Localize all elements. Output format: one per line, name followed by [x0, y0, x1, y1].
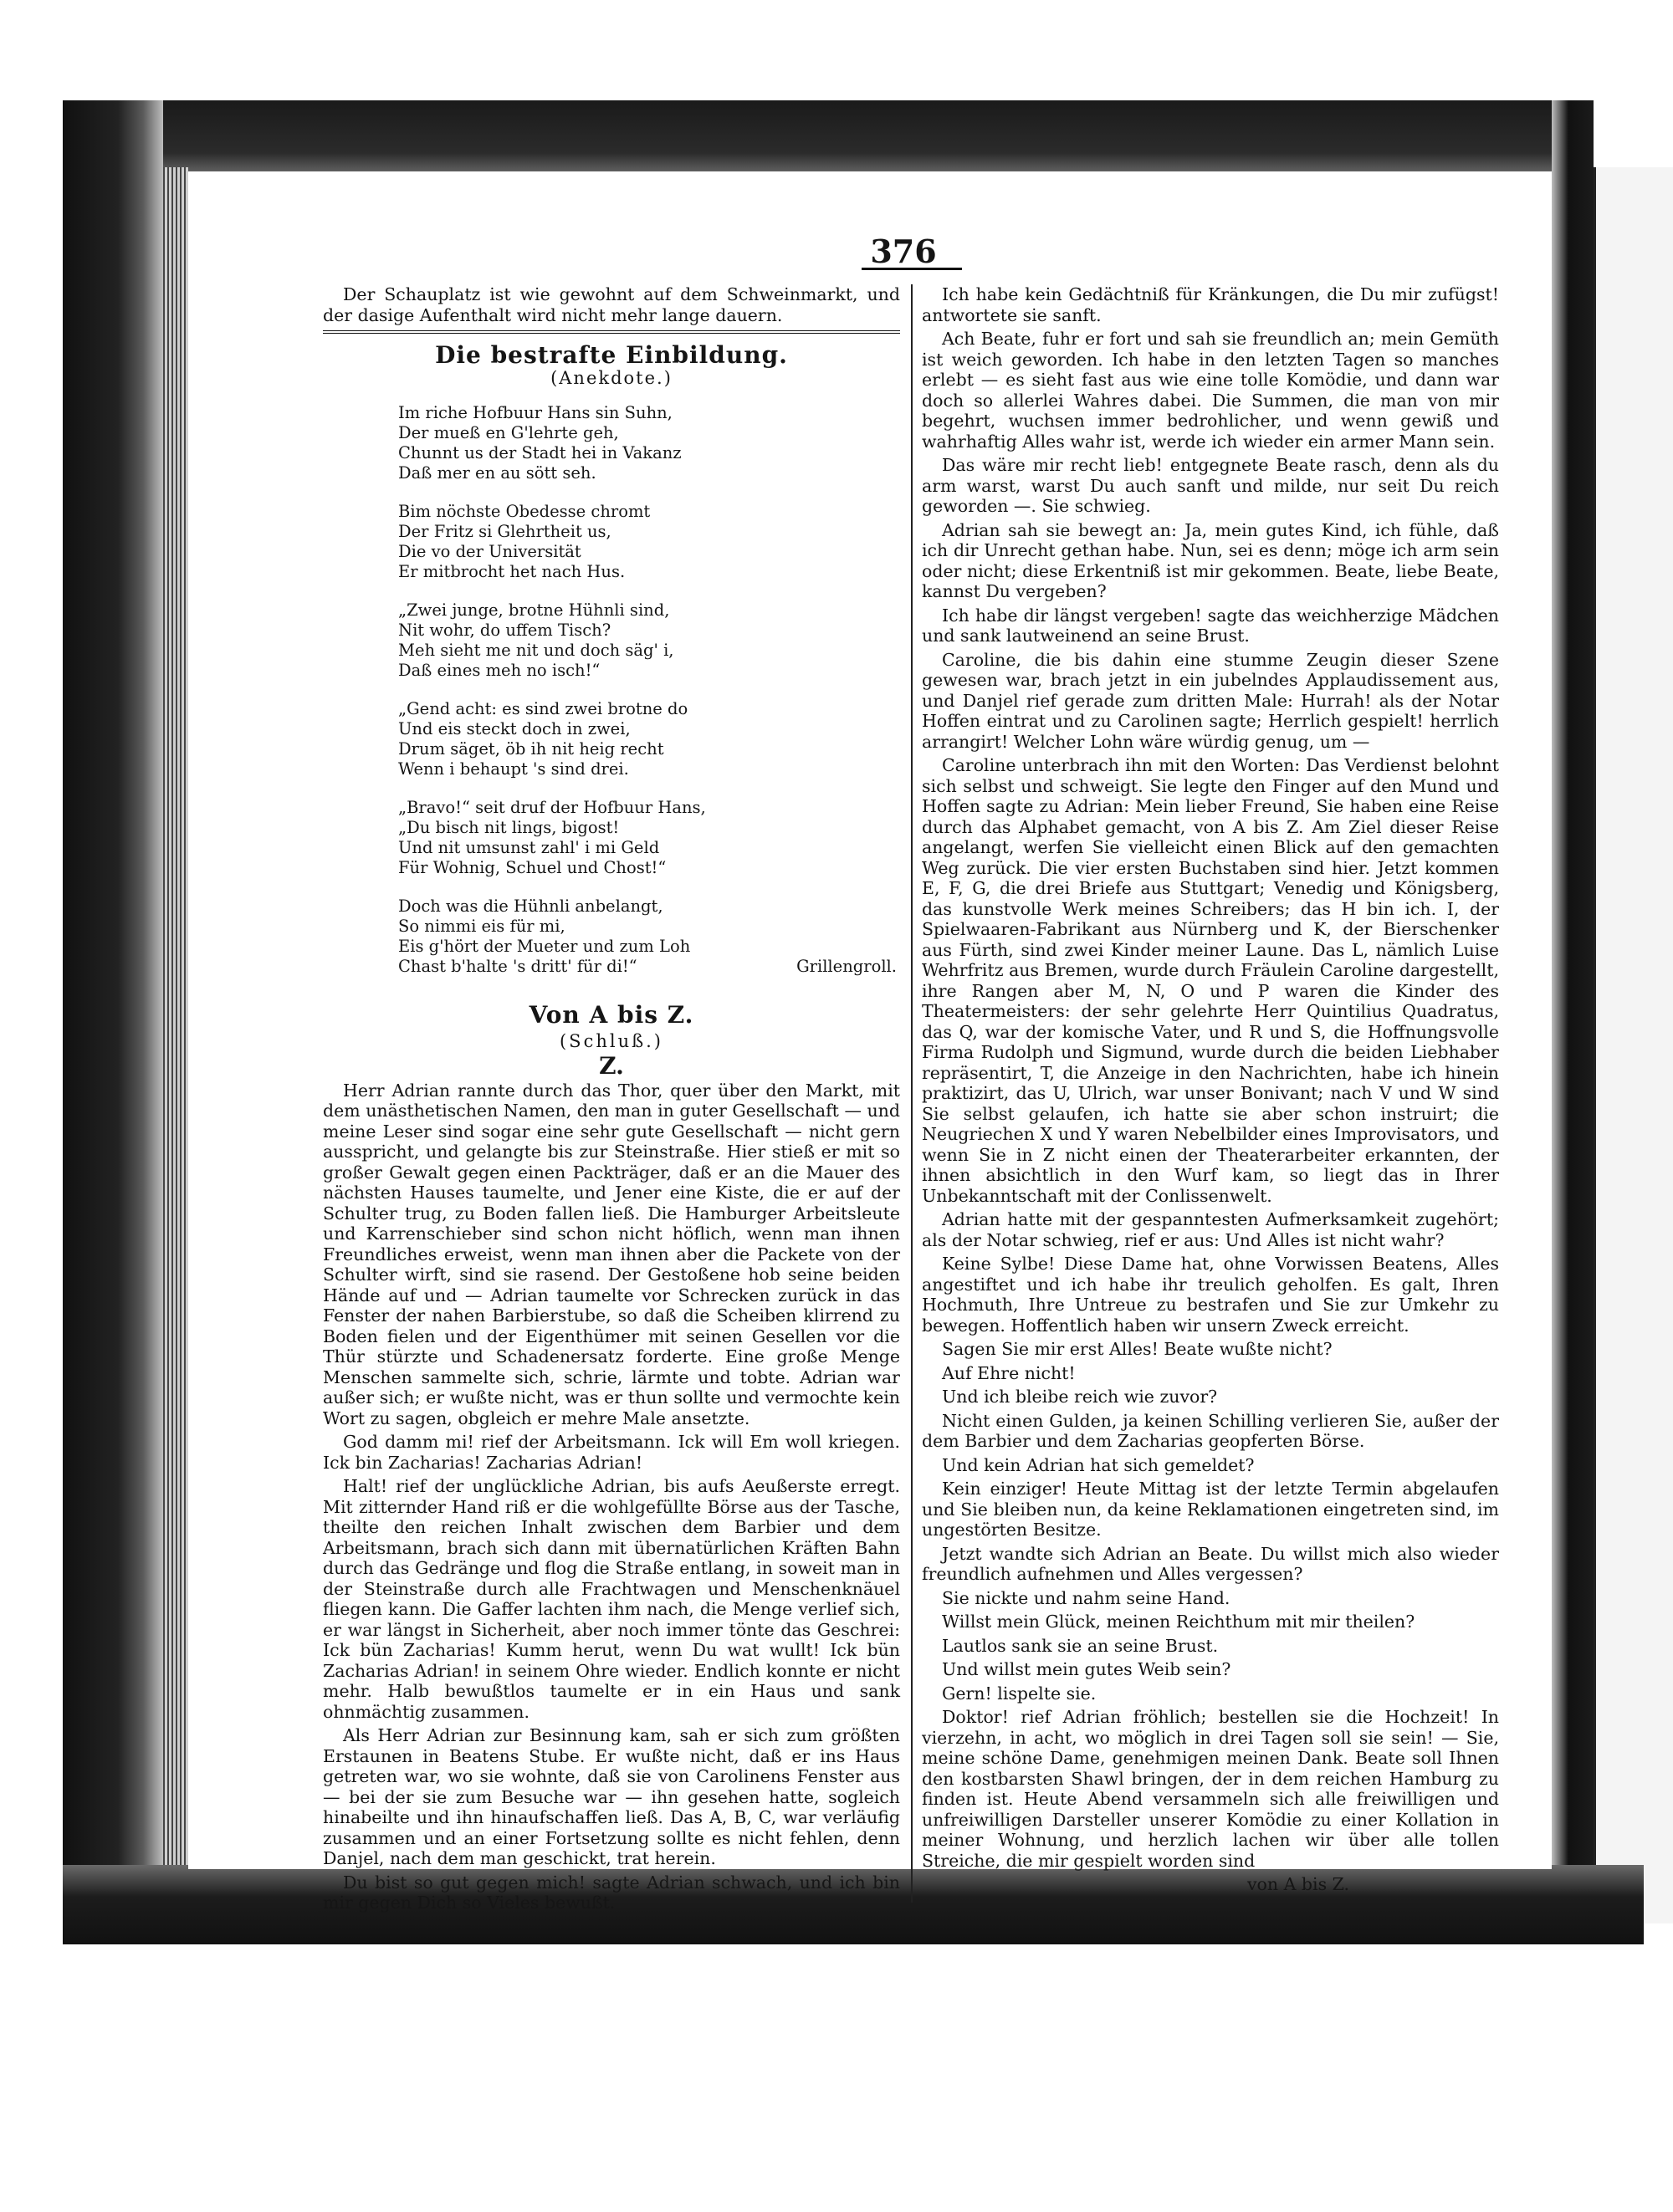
poem-stanza — [398, 897, 900, 977]
story-paragraph: Ich habe dir längst vergeben! sagte das weichherzige Mädchen und sank lautweinend an seine Brust. — [922, 605, 1499, 646]
story-paragraph: Und ich bleibe reich wie zuvor? — [942, 1387, 1218, 1407]
anecdote-subtitle: (Anekdote.) — [550, 367, 673, 388]
poem-line: Chunnt us der Stadt hei in Vakanz — [398, 443, 682, 462]
page-number: 376 — [870, 232, 937, 270]
story-paragraph: Ach Beate, fuhr er fort und sah sie freundlich an; mein Gemüth ist weich geworden. Ich habe in den letzten Tagen so manches erlebt — es sieht fast aus wie eine tolle Komödie, und dann war doch so allerlei Wahres dabei. Die Summen, die man von mir begehrt, wuchsen immer bedrohlicher, und wenn gewiß und wahrhaftig Alles wahr ist, werde ich wieder ein armer Mann sein. — [922, 329, 1499, 452]
poem-line: Daß eines meh no isch!“ — [398, 661, 601, 680]
poem-line: Im riche Hofbuur Hans sin Suhn, — [398, 403, 673, 422]
adjacent-page-strip — [1594, 167, 1673, 1923]
poem-stanza — [398, 403, 900, 483]
story-paragraph: Adrian sah sie bewegt an: Ja, mein gutes Kind, ich fühle, daß ich dir Unrecht gethan habe. Nun, sei es denn; möge ich arm sein oder nicht; diese Erkentniß ist mir gekommen. Beate, liebe Beate, kannst Du vergeben? — [922, 519, 1499, 601]
story-paragraph: Halt! rief der unglückliche Adrian, bis aufs Aeußerste erregt. Mit zitternder Hand riß er die wohlgefüllte Börse aus der Tasche, theilte den reichen Inhalt zwischen dem Barbier und dem Arbeitsmann, brach sich dann mit übernatürlichen Kräften Bahn durch das Gedränge und flog die Straße entlang, in soweit man in der Steinstraße durch alle Frachtwagen und Menschenknäuel fliegen kann. Die Gaffer lachten ihm nach, die Menge verlief sich, er war längst in Sicherheit, aber noch immer tönte das Geschrei: Ick bün Zacharias! Kumm herut, wenn Du wat wullt! Ick bün Zacharias Adrian! in seinem Ohre wieder. Endlich konnte er nicht mehr. Halb bewußtlos taumelte er in ein Haus und sank ohnmächtig zusammen. — [323, 1476, 900, 1722]
anecdote-title: Die bestrafte Einbildung. — [435, 341, 788, 369]
story-paragraph: Willst mein Glück, meinen Reichthum mit mir theilen? — [942, 1612, 1415, 1632]
section-divider — [323, 330, 900, 334]
poem-line: Der mueß en G'lehrte geh, — [398, 423, 619, 442]
scan-right-border — [1552, 100, 1594, 1923]
story-subtitle: (Schluß.) — [559, 1030, 663, 1051]
poem-line: Und nit umsunst zahl' i mi Geld — [398, 838, 660, 857]
poem-line: Und eis steckt doch in zwei, — [398, 719, 631, 738]
poem-line: So nimmi eis für mi, — [398, 917, 565, 936]
story-paragraph: Gern! lispelte sie. — [942, 1683, 1097, 1704]
poem-line: Der Fritz si Glehrtheit us, — [398, 522, 611, 541]
story-paragraph: Caroline unterbrach ihn mit den Worten: Das Verdienst belohnt sich selbst und schweigt. Sie legte den Finger auf den Mund und Hoffen sagte zu Adrian: Mein lieber Freund, Sie haben eine Reise durch das Alphabet gemacht, von A bis Z. Am Ziel dieser Reise angelangt, werfen Sie vielleicht einen Blick auf den gemachten Weg zurück. Die vier ersten Buchstaben sind hier. Jetzt kommen E, F, G, die drei Briefe aus Stuttgart; Venedig und Königsberg, das kunstvolle Werk meines Schreibers; das H bin ich. I, der Spielwaaren-Fabrikant aus Nürnberg und K, der Bierschenker aus Fürth, sind zwei Kinder meiner Laune. Das L, nämlich Luise Wehrfritz aus Bremen, wurde durch Fräulein Caroline dargestellt, ihre Rangen aber M, N, O und P waren die Kinder des Theatermeisters: der sehr gelehrte Herr Quintilius Quadratus, das Q, war der komische Vater, und R und S, die Hoffnungsvolle Firma Rudolph und Sigmund, wurde durch die beiden Liebhaber repräsentirt, T, die Anzeige in den Nachrichten, habe ich hinein praktizirt, das U, Ulrich, war unser Bonivant; nach V und W sind Sie selbst gelaufen, ich hatte sie aber schon instruirt; die Neugriechen X und Y waren Nebelbilder eines Improvisators, und wenn Sie in Z nicht einen der Theaterarbeiter erkannten, der ihnen absichtlich in den Wurf kam, so liegt das in Ihrer Unbekanntschaft mit der Conlissenwelt. — [922, 755, 1499, 1206]
story-paragraph: Das wäre mir recht lieb! entgegnete Beate rasch, denn als du arm warst, warst Du auch sanft und milde, nur seit Du reich geworden —. Sie schwieg. — [922, 455, 1499, 516]
page-number-underline — [862, 268, 962, 270]
poem-line: „Zwei junge, brotne Hühnli sind, — [398, 600, 670, 620]
scan-top-border — [63, 100, 1552, 176]
poem-line: „Gend acht: es sind zwei brotne do — [398, 699, 688, 718]
scan-background — [0, 0, 1673, 99]
author-signature: Grillengroll. — [796, 957, 897, 976]
story-paragraph: Und kein Adrian hat sich gemeldet? — [942, 1454, 1255, 1475]
story-paragraph: Kein einziger! Heute Mittag ist der letzte Termin abgelaufen und Sie bleiben nun, da keine Reklamationen eingetreten sind, im ungestörten Besitze. — [922, 1479, 1499, 1540]
story-paragraph: Adrian hatte mit der gespanntesten Aufmerksamkeit zugehört; als der Notar schwieg, rief er aus: Und Alles ist nicht wahr? — [922, 1209, 1499, 1250]
story-paragraph: Caroline, die bis dahin eine stumme Zeugin dieser Szene gewesen war, brach jetzt in ein jubelndes Applaudissement aus, und Danjel rief gerade zum dritten Male: Hurrah! als der Notar Hoffen eintrat und zu Carolinen sagte; Herrlich gespielt! herrlich arrangirt! Welcher Lohn wäre würdig genug, um — — [922, 649, 1499, 752]
poem-line: Daß mer en au sött seh. — [398, 463, 596, 483]
story-paragraph: Auf Ehre nicht! — [942, 1362, 1076, 1383]
story-title: Von A bis Z. — [529, 1001, 694, 1029]
intro-text: Der Schauplatz ist wie gewohnt auf dem Schweinmarkt, und der dasige Aufenthalt wird nicht mehr lange dauern. — [323, 284, 900, 325]
poem-line: Drum säget, öb ih nit heig recht — [398, 739, 664, 759]
poem-stanza — [398, 699, 900, 779]
poem-line: Eis g'hört der Mueter und zum Loh — [398, 937, 691, 956]
poem-line: Die vo der Universität — [398, 542, 581, 561]
story-paragraph: Lautlos sank sie an seine Brust. — [942, 1635, 1219, 1656]
story-paragraph: God damm mi! rief der Arbeitsmann. Ick will Em woll kriegen. Ick bin Zacharias! Zacharias Adrian! — [323, 1432, 900, 1473]
poem-last-line-row — [398, 957, 900, 977]
right-column — [922, 284, 1499, 1895]
book-page-edges — [163, 167, 188, 1865]
chapter-heading: Z. — [599, 1052, 624, 1080]
poem-stanza — [398, 798, 900, 878]
story-paragraph: Du bist so gut gegen mich! sagte Adrian schwach, und ich bin mir gegen Dich so Vieles bewußt. — [323, 1872, 900, 1913]
poem-line: Doch was die Hühnli anbelangt, — [398, 897, 663, 916]
column-divider — [911, 284, 913, 1903]
story-paragraph: Keine Sylbe! Diese Dame hat, ohne Vorwissen Beatens, Alles angestiftet und ich habe ihr treulich geholfen. Es galt, Ihren Hochmuth, Ihre Untreue zu bestrafen und Sie zur Umkehr zu bewegen. Hoffentlich haben wir unsern Zweck erreicht. — [922, 1254, 1499, 1336]
poem-line: Bim nöchste Obedesse chromt — [398, 502, 651, 521]
poem-stanza — [398, 502, 900, 582]
story-paragraph: Sie nickte und nahm seine Hand. — [942, 1587, 1230, 1608]
poem-stanza — [398, 600, 900, 681]
poem-line: Für Wohnig, Schuel und Chost!“ — [398, 858, 667, 877]
story-paragraph: Ich habe kein Gedächtniß für Kränkungen, die Du mir zufügst! antwortete sie sanft. — [922, 284, 1499, 325]
story-paragraph: Herr Adrian rannte durch das Thor, quer über den Markt, mit dem unästhetischen Namen, den man in guter Gesellschaft — und meine Leser sind sogar eine sehr gute Gesellschaft — nicht gern ausspricht, und gelangte bis zur Steinstraße. Hier stieß er mit so großer Gewalt gegen einen Packträger, daß er an die Mauer des nächsten Hauses taumelte, und Jener eine Kiste, die er auf der Schulter trug, zu Boden fallen ließ. Die Hamburger Arbeitsleute und Karrenschieber sind schon nicht höflich, wenn man ihnen Freundliches erweist, wenn man ihnen aber die Packete von der Schulter wirft, sind sie rasend. Der Gestoßene hob seine beiden Hände auf und — Adrian taumelte vor Schrecken zurück in das Fenster der nahen Barbierstube, so daß die Scheiben klirrend zu Boden fielen und der Eigenthümer mit seinen Gesellen vor die Thür stürzte und Schadenersatz forderte. Eine große Menge Menschen sammelte sich, schrie, lärmte und tobte. Adrian war außer sich; er wußte nicht, was er thun sollte und vermochte kein Wort zu sagen, obgleich er mehre Male ansetzte. — [323, 1080, 900, 1428]
scan-left-border — [63, 100, 163, 1882]
story-paragraph: Als Herr Adrian zur Besinnung kam, sah er sich zum größten Erstaunen in Beatens Stube. Er wußte nicht, daß er ins Haus getreten war, wo sie wohnte, daß sie von Carolinens Fenster aus — bei der sie zum Besuche war — ihn gesehen hatte, sogleich hinabeilte und ihn hinaufschaffen ließ. Das A, B, C, war verläufig zusammen und an einer Fortsetzung sollte es nicht fehlen, denn Danjel, nach dem man geschickt, trat herein. — [323, 1725, 900, 1868]
left-column — [323, 284, 900, 1917]
poem-line: Wenn i behaupt 's sind drei. — [398, 759, 629, 779]
poem-line: „Du bisch nit lings, bigost! — [398, 818, 620, 837]
story-paragraph: Jetzt wandte sich Adrian an Beate. Du willst mich also wieder freundlich aufnehmen und Alles vergessen? — [922, 1543, 1499, 1584]
poem-line: Meh sieht me nit und doch säg' i, — [398, 641, 674, 660]
story-paragraph: Nicht einen Gulden, ja keinen Schilling verlieren Sie, außer der dem Barbier und dem Zacharias geopferten Börse. — [922, 1410, 1499, 1451]
poem-line: Er mitbrocht het nach Hus. — [398, 562, 626, 581]
poem-line: Chast b'halte 's dritt' für di!“ — [398, 957, 637, 976]
story-closing-signature: von A bis Z. — [1246, 1874, 1350, 1894]
poem-line: „Bravo!“ seit druf der Hofbuur Hans, — [398, 798, 706, 817]
story-paragraph: Und willst mein gutes Weib sein? — [942, 1659, 1231, 1679]
story-paragraph: Sagen Sie mir erst Alles! Beate wußte nicht? — [942, 1339, 1333, 1359]
poem-line: Nit wohr, do uffem Tisch? — [398, 621, 611, 640]
story-paragraph: Doktor! rief Adrian fröhlich; bestellen sie die Hochzeit! In vierzehn, in acht, wo möglich in drei Tagen soll sie sein! — Sie, meine schöne Dame, genehmigen meinen Dank. Beate soll Ihnen den kostbarsten Shawl bringen, der in dem reichen Hamburg zu finden ist. Heute Abend versammeln sich alle freiwilligen und unfreiwilligen Darsteller unserer Komödie zu einer Kollation in meiner Wohnung, und herzlich lachen wir über alle tollen Streiche, die mir gespielt worden sind — [922, 1707, 1499, 1871]
